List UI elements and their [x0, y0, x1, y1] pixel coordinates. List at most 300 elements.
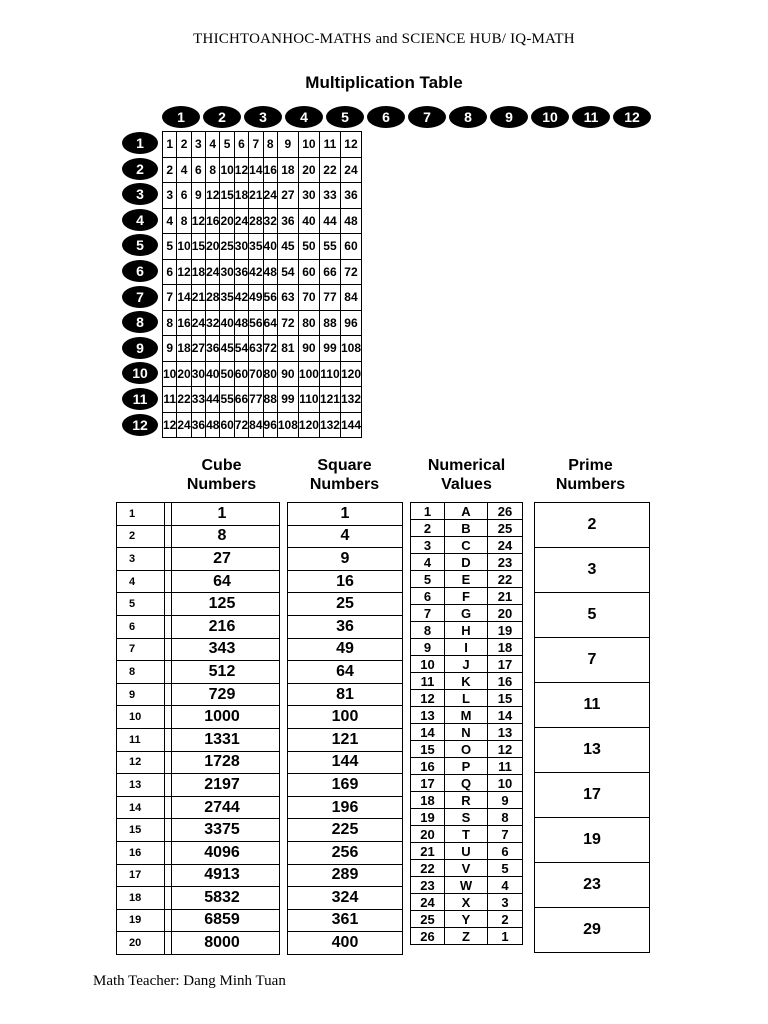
product-cell: 10: [220, 157, 234, 183]
reverse-position-cell: 14: [488, 707, 523, 724]
square-cell: 121: [288, 728, 403, 751]
product-cell: 120: [298, 412, 319, 438]
table-row: [165, 706, 280, 729]
table-row: [535, 908, 650, 953]
table-row: [411, 605, 523, 622]
letter-cell: I: [445, 639, 488, 656]
letter-cell: J: [445, 656, 488, 673]
column-header-7: 7: [408, 106, 446, 128]
square-cell: 4: [288, 525, 403, 548]
product-cell: 7: [249, 132, 263, 158]
product-cell: 60: [298, 259, 319, 285]
table-row: [165, 525, 280, 548]
table-row: [163, 361, 362, 387]
cube-heading-line2: Numbers: [186, 476, 257, 493]
square-cell: 324: [288, 887, 403, 910]
product-cell: 63: [277, 285, 298, 311]
reverse-position-cell: 15: [488, 690, 523, 707]
row-header-7: 7: [122, 286, 158, 308]
square-cell: 100: [288, 706, 403, 729]
index-cell: 17: [117, 864, 172, 887]
table-row: [288, 774, 403, 797]
product-cell: 16: [177, 310, 191, 336]
letter-position-cell: 14: [411, 724, 445, 741]
table-row: [288, 819, 403, 842]
letter-position-cell: 5: [411, 571, 445, 588]
cube-numbers-table: [164, 502, 280, 955]
table-row: [165, 932, 280, 955]
index-cell: 6: [117, 615, 172, 638]
letter-position-cell: 3: [411, 537, 445, 554]
footer-credit: Math Teacher: Dang Minh Tuan: [93, 973, 286, 989]
table-row: [411, 741, 523, 758]
letter-cell: R: [445, 792, 488, 809]
product-cell: 32: [263, 208, 277, 234]
product-cell: 24: [191, 310, 205, 336]
product-cell: 3: [191, 132, 205, 158]
product-cell: 12: [340, 132, 361, 158]
prime-numbers-table: [534, 502, 650, 953]
product-cell: 50: [298, 234, 319, 260]
table-row: [288, 525, 403, 548]
product-cell: 144: [340, 412, 361, 438]
row-header-11: 11: [122, 388, 158, 410]
letter-cell: L: [445, 690, 488, 707]
product-cell: 8: [206, 157, 220, 183]
letter-cell: H: [445, 622, 488, 639]
row-header-1: 1: [122, 132, 158, 154]
letter-position-cell: 6: [411, 588, 445, 605]
table-row: [165, 728, 280, 751]
table-row: [411, 809, 523, 826]
table-row: [411, 928, 523, 945]
letter-cell: Y: [445, 911, 488, 928]
letter-cell: W: [445, 877, 488, 894]
index-cell: 20: [117, 932, 172, 955]
table-row: [411, 520, 523, 537]
product-cell: 42: [234, 285, 248, 311]
letter-cell: G: [445, 605, 488, 622]
product-cell: 60: [220, 412, 234, 438]
table-row: [165, 548, 280, 571]
product-cell: 48: [340, 208, 361, 234]
column-header-12: 12: [613, 106, 651, 128]
prime-cell: 2: [535, 503, 650, 548]
cube-cell: 27: [165, 548, 280, 571]
letter-position-cell: 11: [411, 673, 445, 690]
table-row: [411, 775, 523, 792]
product-cell: 16: [263, 157, 277, 183]
reverse-position-cell: 7: [488, 826, 523, 843]
square-cell: 49: [288, 638, 403, 661]
reverse-position-cell: 2: [488, 911, 523, 928]
table-row: [411, 690, 523, 707]
table-row: [165, 887, 280, 910]
product-cell: 55: [220, 387, 234, 413]
reverse-position-cell: 20: [488, 605, 523, 622]
table-row: [165, 503, 280, 526]
product-cell: 1: [163, 132, 177, 158]
letter-position-cell: 25: [411, 911, 445, 928]
product-cell: 12: [177, 259, 191, 285]
cube-cell: 8: [165, 525, 280, 548]
page-header: THICHTOANHOC-MATHS and SCIENCE HUB/ IQ-MATH: [193, 31, 575, 47]
product-cell: 120: [340, 361, 361, 387]
product-cell: 45: [220, 336, 234, 362]
product-cell: 22: [319, 157, 340, 183]
table-row: [411, 639, 523, 656]
column-header-1: 1: [162, 106, 200, 128]
product-cell: 72: [263, 336, 277, 362]
table-row: [288, 548, 403, 571]
table-row: [288, 932, 403, 955]
product-cell: 21: [191, 285, 205, 311]
column-header-8: 8: [449, 106, 487, 128]
table-row: [411, 707, 523, 724]
letter-cell: Q: [445, 775, 488, 792]
letter-position-cell: 15: [411, 741, 445, 758]
prime-cell: 29: [535, 908, 650, 953]
product-cell: 48: [234, 310, 248, 336]
column-header-9: 9: [490, 106, 528, 128]
table-row: [288, 661, 403, 684]
product-cell: 10: [298, 132, 319, 158]
product-cell: 8: [163, 310, 177, 336]
reverse-position-cell: 10: [488, 775, 523, 792]
table-row: [165, 841, 280, 864]
square-cell: 25: [288, 593, 403, 616]
row-header-8: 8: [122, 311, 158, 333]
column-header-4: 4: [285, 106, 323, 128]
prime-cell: 7: [535, 638, 650, 683]
column-header-2: 2: [203, 106, 241, 128]
table-row: [165, 683, 280, 706]
product-cell: 10: [177, 234, 191, 260]
numerical-heading-line2: Values: [441, 476, 492, 493]
column-header-3: 3: [244, 106, 282, 128]
prime-cell: 3: [535, 548, 650, 593]
table-row: [165, 615, 280, 638]
product-cell: 88: [263, 387, 277, 413]
letter-cell: S: [445, 809, 488, 826]
column-header-10: 10: [531, 106, 569, 128]
table-row: [165, 751, 280, 774]
product-cell: 64: [263, 310, 277, 336]
index-cell: 1: [117, 503, 172, 526]
product-cell: 99: [277, 387, 298, 413]
product-cell: 30: [220, 259, 234, 285]
letter-position-cell: 8: [411, 622, 445, 639]
table-row: [288, 728, 403, 751]
prime-numbers-heading: [532, 456, 649, 494]
product-cell: 30: [191, 361, 205, 387]
product-cell: 4: [163, 208, 177, 234]
product-cell: 110: [319, 361, 340, 387]
table-row: [288, 864, 403, 887]
table-row: [288, 706, 403, 729]
reverse-position-cell: 9: [488, 792, 523, 809]
product-cell: 6: [163, 259, 177, 285]
square-numbers-table: [287, 502, 403, 955]
cube-cell: 1: [165, 503, 280, 526]
table-row: [163, 412, 362, 438]
reverse-position-cell: 5: [488, 860, 523, 877]
table-row: [411, 758, 523, 775]
product-cell: 72: [234, 412, 248, 438]
product-cell: 2: [177, 132, 191, 158]
table-row: [165, 864, 280, 887]
letter-cell: K: [445, 673, 488, 690]
table-row: [288, 887, 403, 910]
table-row: [535, 548, 650, 593]
product-cell: 132: [319, 412, 340, 438]
product-cell: 96: [340, 310, 361, 336]
letter-position-cell: 2: [411, 520, 445, 537]
product-cell: 28: [249, 208, 263, 234]
cube-cell: 2744: [165, 796, 280, 819]
product-cell: 36: [277, 208, 298, 234]
table-row: [411, 588, 523, 605]
cube-cell: 1728: [165, 751, 280, 774]
table-row: [411, 554, 523, 571]
product-cell: 40: [206, 361, 220, 387]
table-row: [535, 683, 650, 728]
product-cell: 36: [206, 336, 220, 362]
product-cell: 54: [234, 336, 248, 362]
reverse-position-cell: 12: [488, 741, 523, 758]
table-row: [288, 909, 403, 932]
index-cell: 14: [117, 796, 172, 819]
table-row: [535, 728, 650, 773]
product-cell: 32: [206, 310, 220, 336]
product-cell: 6: [191, 157, 205, 183]
square-numbers-heading: [286, 456, 403, 494]
product-cell: 108: [277, 412, 298, 438]
product-cell: 60: [234, 361, 248, 387]
letter-position-cell: 4: [411, 554, 445, 571]
table-row: [411, 860, 523, 877]
reverse-position-cell: 26: [488, 503, 523, 520]
square-cell: 64: [288, 661, 403, 684]
table-row: [535, 638, 650, 683]
product-cell: 81: [277, 336, 298, 362]
product-cell: 18: [234, 183, 248, 209]
product-cell: 44: [206, 387, 220, 413]
product-cell: 24: [177, 412, 191, 438]
product-cell: 72: [340, 259, 361, 285]
product-cell: 50: [220, 361, 234, 387]
numerical-values-table: [410, 502, 523, 945]
table-row: [163, 387, 362, 413]
table-row: [288, 593, 403, 616]
product-cell: 27: [277, 183, 298, 209]
reverse-position-cell: 6: [488, 843, 523, 860]
letter-cell: T: [445, 826, 488, 843]
letter-position-cell: 26: [411, 928, 445, 945]
product-cell: 28: [206, 285, 220, 311]
table-row: [163, 336, 362, 362]
prime-cell: 17: [535, 773, 650, 818]
letter-cell: E: [445, 571, 488, 588]
cube-cell: 1331: [165, 728, 280, 751]
letter-position-cell: 9: [411, 639, 445, 656]
product-cell: 4: [177, 157, 191, 183]
index-cell: 5: [117, 593, 172, 616]
column-header-5: 5: [326, 106, 364, 128]
letter-position-cell: 22: [411, 860, 445, 877]
table-row: [163, 310, 362, 336]
product-cell: 16: [206, 208, 220, 234]
letter-position-cell: 18: [411, 792, 445, 809]
product-cell: 12: [191, 208, 205, 234]
product-cell: 56: [249, 310, 263, 336]
product-cell: 30: [298, 183, 319, 209]
table-row: [163, 259, 362, 285]
letter-cell: O: [445, 741, 488, 758]
prime-cell: 19: [535, 818, 650, 863]
product-cell: 96: [263, 412, 277, 438]
reverse-position-cell: 13: [488, 724, 523, 741]
index-cell: 13: [117, 774, 172, 797]
letter-position-cell: 20: [411, 826, 445, 843]
table-row: [163, 157, 362, 183]
product-cell: 132: [340, 387, 361, 413]
table-row: [411, 622, 523, 639]
product-cell: 55: [319, 234, 340, 260]
product-cell: 15: [220, 183, 234, 209]
product-cell: 24: [206, 259, 220, 285]
square-heading-line1: Square: [317, 457, 372, 474]
index-cell: 10: [117, 706, 172, 729]
prime-cell: 13: [535, 728, 650, 773]
row-header-9: 9: [122, 337, 158, 359]
square-cell: 16: [288, 570, 403, 593]
product-cell: 5: [163, 234, 177, 260]
square-cell: 196: [288, 796, 403, 819]
letter-cell: B: [445, 520, 488, 537]
letter-position-cell: 17: [411, 775, 445, 792]
multiplication-grid: [162, 131, 362, 438]
letter-position-cell: 10: [411, 656, 445, 673]
cube-cell: 216: [165, 615, 280, 638]
index-cell: 7: [117, 638, 172, 661]
product-cell: 24: [234, 208, 248, 234]
letter-cell: D: [445, 554, 488, 571]
cube-cell: 3375: [165, 819, 280, 842]
cube-numbers-heading: [163, 456, 280, 494]
product-cell: 36: [340, 183, 361, 209]
product-cell: 48: [263, 259, 277, 285]
table-row: [165, 796, 280, 819]
product-cell: 40: [298, 208, 319, 234]
cube-cell: 5832: [165, 887, 280, 910]
product-cell: 66: [234, 387, 248, 413]
product-cell: 9: [191, 183, 205, 209]
reverse-position-cell: 11: [488, 758, 523, 775]
product-cell: 20: [220, 208, 234, 234]
cube-cell: 125: [165, 593, 280, 616]
table-row: [411, 724, 523, 741]
table-row: [411, 656, 523, 673]
letter-position-cell: 1: [411, 503, 445, 520]
square-cell: 169: [288, 774, 403, 797]
product-cell: 80: [298, 310, 319, 336]
reverse-position-cell: 25: [488, 520, 523, 537]
row-header-3: 3: [122, 183, 158, 205]
product-cell: 84: [249, 412, 263, 438]
product-cell: 25: [220, 234, 234, 260]
product-cell: 12: [163, 412, 177, 438]
product-cell: 80: [263, 361, 277, 387]
prime-cell: 11: [535, 683, 650, 728]
square-cell: 36: [288, 615, 403, 638]
product-cell: 60: [340, 234, 361, 260]
reverse-position-cell: 17: [488, 656, 523, 673]
table-row: [288, 751, 403, 774]
cube-cell: 512: [165, 661, 280, 684]
product-cell: 84: [340, 285, 361, 311]
table-row: [288, 683, 403, 706]
letter-cell: P: [445, 758, 488, 775]
product-cell: 40: [220, 310, 234, 336]
product-cell: 4: [206, 132, 220, 158]
square-cell: 9: [288, 548, 403, 571]
product-cell: 15: [191, 234, 205, 260]
index-cell: 12: [117, 751, 172, 774]
product-cell: 48: [206, 412, 220, 438]
product-cell: 100: [298, 361, 319, 387]
table-row: [535, 818, 650, 863]
product-cell: 24: [263, 183, 277, 209]
product-cell: 20: [298, 157, 319, 183]
product-cell: 3: [163, 183, 177, 209]
square-cell: 256: [288, 841, 403, 864]
product-cell: 21: [249, 183, 263, 209]
numerical-heading-line1: Numerical: [427, 457, 506, 474]
letter-cell: N: [445, 724, 488, 741]
letter-position-cell: 12: [411, 690, 445, 707]
product-cell: 11: [319, 132, 340, 158]
table-row: [535, 773, 650, 818]
table-row: [165, 661, 280, 684]
product-cell: 56: [263, 285, 277, 311]
square-cell: 289: [288, 864, 403, 887]
table-row: [163, 183, 362, 209]
product-cell: 20: [177, 361, 191, 387]
table-row: [288, 796, 403, 819]
letter-cell: A: [445, 503, 488, 520]
reverse-position-cell: 3: [488, 894, 523, 911]
product-cell: 35: [220, 285, 234, 311]
table-row: [411, 894, 523, 911]
table-row: [411, 826, 523, 843]
product-cell: 110: [298, 387, 319, 413]
product-cell: 30: [234, 234, 248, 260]
product-cell: 10: [163, 361, 177, 387]
letter-position-cell: 16: [411, 758, 445, 775]
row-header-4: 4: [122, 209, 158, 231]
index-cell: 15: [117, 819, 172, 842]
reverse-position-cell: 21: [488, 588, 523, 605]
table-row: [165, 570, 280, 593]
letter-cell: U: [445, 843, 488, 860]
column-header-11: 11: [572, 106, 610, 128]
table-row: [288, 841, 403, 864]
table-row: [288, 503, 403, 526]
product-cell: 14: [177, 285, 191, 311]
product-cell: 45: [277, 234, 298, 260]
table-row: [163, 285, 362, 311]
